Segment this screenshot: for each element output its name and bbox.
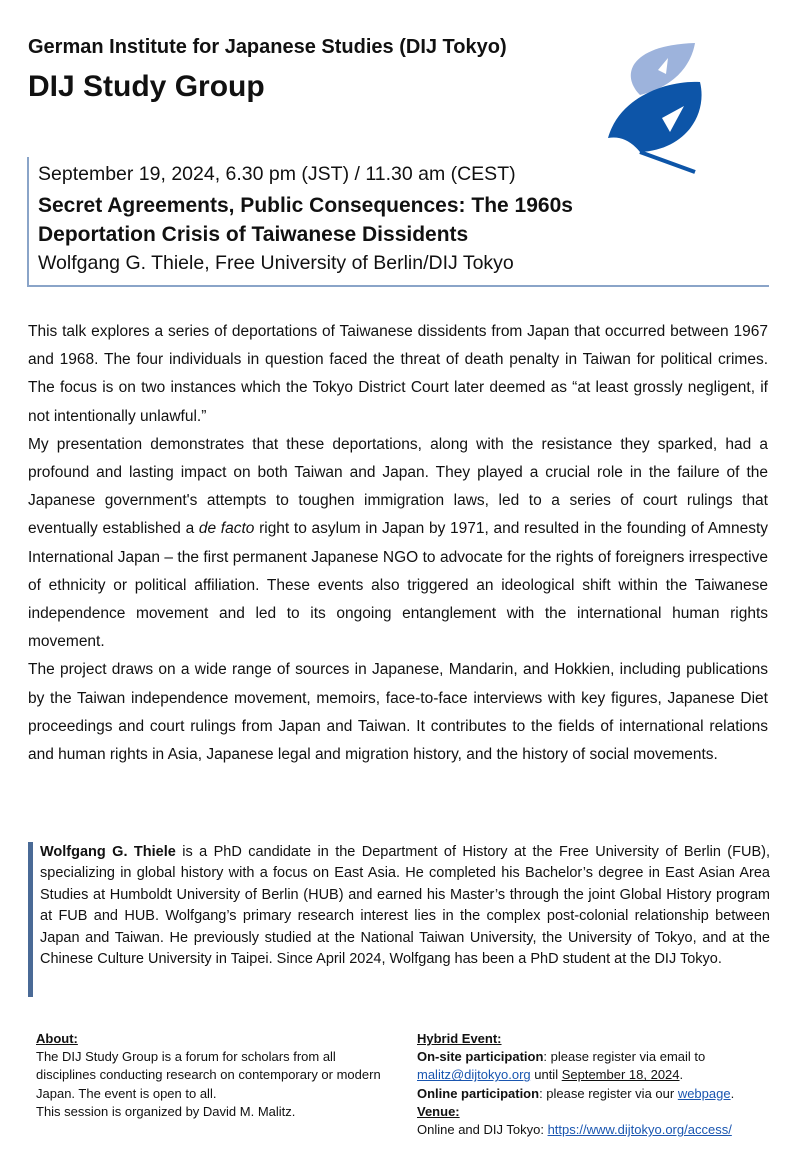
about-heading: About: <box>36 1031 78 1046</box>
deadline-period: . <box>679 1067 684 1083</box>
talk-title <box>38 191 769 249</box>
series-title: DIJ Study Group <box>28 70 265 103</box>
event-info-block <box>27 157 769 287</box>
speaker-affiliation: Wolfgang G. Thiele, Free University of Berlin/DIJ Tokyo <box>38 252 514 274</box>
abstract-paragraph-2 <box>28 431 768 657</box>
logo-leaf-lower <box>608 82 702 152</box>
hybrid-event-section <box>417 1030 787 1139</box>
onsite-participation <box>417 1048 787 1084</box>
abstract-paragraph-3: The project draws on a wide range of sources in Japanese, Mandarin, and Hokkien, including publications by the Taiwan independence movement, memoirs, face-to-face interviews with key figures, Japanese Diet proceedings and court rulings from Japan and Taiwan. It contributes to the fields of international relations and human rights in Asia, Japanese legal and migration history, and the history of social movements. <box>28 661 768 764</box>
about-organizer: This session is organized by David M. Malitz. <box>36 1103 296 1119</box>
about-section <box>36 1030 386 1121</box>
online-period: . <box>730 1085 735 1101</box>
venue-url-link[interactable]: https://www.dijtokyo.org/access/ <box>547 1122 732 1138</box>
online-participation <box>417 1085 787 1103</box>
speaker-bio <box>28 842 770 997</box>
venue-line <box>417 1121 787 1139</box>
abstract-p2-italic: de facto <box>198 520 255 538</box>
email-link[interactable]: malitz@dijtokyo.org <box>417 1067 531 1083</box>
venue-text: Online and DIJ Tokyo: <box>417 1122 548 1138</box>
online-text: : please register via our <box>539 1085 678 1101</box>
hybrid-heading: Hybrid Event: <box>417 1031 502 1046</box>
about-text: The DIJ Study Group is a forum for scholars from all disciplines conducting research on contemporary or modern Japan. The event is open to all. <box>36 1049 381 1101</box>
bio-name: Wolfgang G. Thiele <box>40 844 176 860</box>
talk-title-line-2: Deportation Crisis of Taiwanese Dissidents <box>38 223 469 246</box>
event-datetime: September 19, 2024, 6.30 pm (JST) / 11.30 am (CEST) <box>38 163 516 185</box>
ginkgo-leaf-logo-icon <box>600 40 710 175</box>
online-label: Online participation <box>417 1085 540 1101</box>
webpage-link[interactable]: webpage <box>677 1085 731 1101</box>
bio-text: is a PhD candidate in the Department of History at the Free University of Berlin (FUB), specializing in global history with a focus on East Asia. He completed his Bachelor’s degree in East Asian Area Studies at Humboldt University of Berlin (HUB) and earned his Master’s through the joint Global History program at FUB and HUB. Wolfgang’s primary research interest lies in the complex post-colonial relationship between Japan and Taiwan. He previously studied at the National Taiwan University, the University of Tokyo, and at the Chinese Culture University in Taipei. Since April 2024, Wolfgang has been a PhD student at the DIJ Tokyo. <box>40 844 770 968</box>
onsite-text: : please register via email to <box>543 1049 706 1065</box>
institute-name: German Institute for Japanese Studies (DIJ Tokyo) <box>28 36 507 58</box>
registration-deadline: September 18, 2024 <box>561 1067 680 1083</box>
abstract-p2-start: My presentation demonstrates that these deportations, along with the resistance they sparked, had a profound and lasting impact on both Taiwan and Japan. They played a crucial role in the failure of the Japanese government's attempts to toughen immigration laws, led to a series of court rulings that eventually established a <box>28 435 768 538</box>
onsite-label: On-site participation <box>417 1049 544 1065</box>
venue-heading: Venue: <box>417 1103 460 1119</box>
talk-title-line-1: Secret Agreements, Public Consequences: The 1960s <box>38 194 573 217</box>
abstract <box>28 318 768 769</box>
abstract-paragraph-1: This talk explores a series of deportations of Taiwanese dissidents from Japan that occurred between 1967 and 1968. The four individuals in question faced the threat of death penalty in Taiwan for political crimes. The focus is on two instances which the Tokyo District Court later deemed as “at least grossly negligent, if not intentionally unlawful.” <box>28 323 768 425</box>
abstract-p2-end: right to asylum in Japan by 1971, and resulted in the founding of Amnesty International Japan – the first permanent Japanese NGO to advocate for the rights of foreigners irrespective of ethnicity or political affiliation. These events also triggered an ideological shift within the Taiwanese independence movement and led to its ongoing entanglement with the international human rights movement. <box>28 520 768 651</box>
until-text: until <box>530 1067 562 1083</box>
